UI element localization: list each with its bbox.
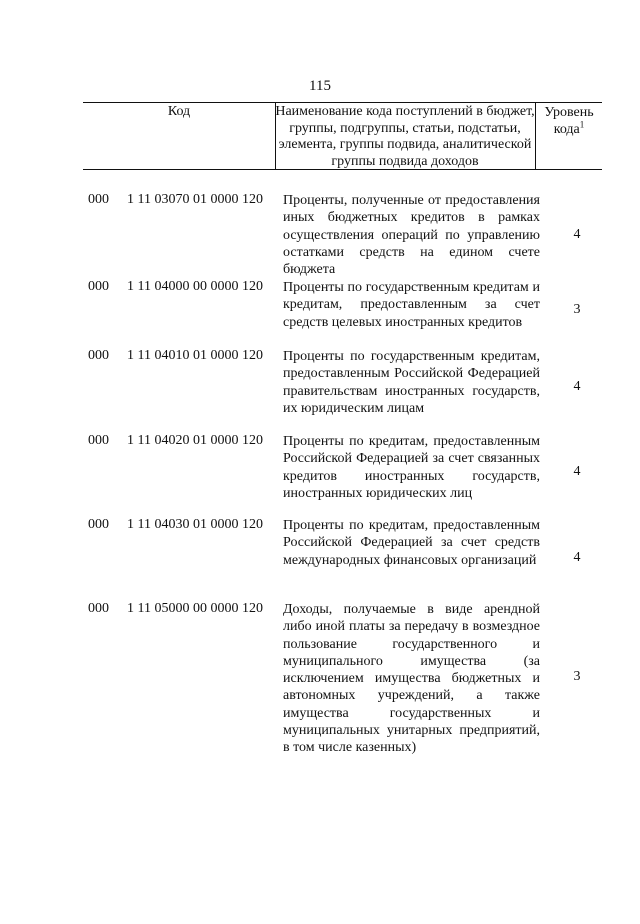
row-code: 1 11 04030 01 0000 120: [127, 517, 263, 532]
row-description: Проценты, полученные от предоставления иных бюджетных кредитов в рамках осуществления операций по управлению остатками средств на едином счете бюджета: [283, 193, 540, 278]
row-level: 4: [573, 464, 581, 479]
row-code: 1 11 05000 00 0000 120: [127, 601, 263, 616]
page-number: 115: [309, 78, 331, 94]
row-code: 1 11 04000 00 0000 120: [127, 279, 263, 294]
row-level: 4: [573, 379, 581, 394]
row-description: Проценты по кредитам, предоставленным Российской Федерацией за счет связанных кредитов иностранных государств, иностранных юридических лиц: [283, 434, 540, 501]
row-description: Доходы, получаемые в виде арендной либо иной платы за передачу в возмездное пользование государственного и муниципального имущества (за исключением имущества бюджетных и автономных учреждений, а также имущества государственных и муниципальных унитарных предприятий, в том числе казенных): [283, 602, 540, 756]
header-level: [536, 103, 602, 170]
row-prefix: 000: [88, 348, 109, 363]
row-prefix: 000: [88, 433, 109, 448]
header-name: Наименование кода поступлений в бюджет, группы, подгруппы, статьи, подстатьи, элемента, группы подвида, аналитической группы подвида доходов: [275, 104, 535, 169]
row-level: 4: [573, 227, 581, 242]
header-level-label: Уровень кода: [544, 105, 594, 137]
row-prefix: 000: [88, 517, 109, 532]
row-prefix: 000: [88, 279, 109, 294]
header-level-footnote: 1: [579, 119, 585, 130]
row-description: Проценты по государственным кредитам, предоставленным Российской Федерацией правительствам иностранных государств, их юридическим лицам: [283, 349, 540, 416]
row-description: Проценты по кредитам, предоставленным Российской Федерацией за счет средств международных финансовых организаций: [283, 518, 540, 568]
row-level: 4: [573, 550, 581, 565]
row-code: 1 11 03070 01 0000 120: [127, 192, 263, 207]
row-level: 3: [573, 669, 581, 684]
row-description: Проценты по государственным кредитам и кредитам, предоставленным за счет средств целевых иностранных кредитов: [283, 280, 540, 330]
row-prefix: 000: [88, 601, 109, 616]
row-prefix: 000: [88, 192, 109, 207]
table-header: [83, 102, 602, 170]
row-level: 3: [573, 302, 581, 317]
row-code: 1 11 04010 01 0000 120: [127, 348, 263, 363]
row-code: 1 11 04020 01 0000 120: [127, 433, 263, 448]
header-code: Код: [83, 103, 276, 170]
